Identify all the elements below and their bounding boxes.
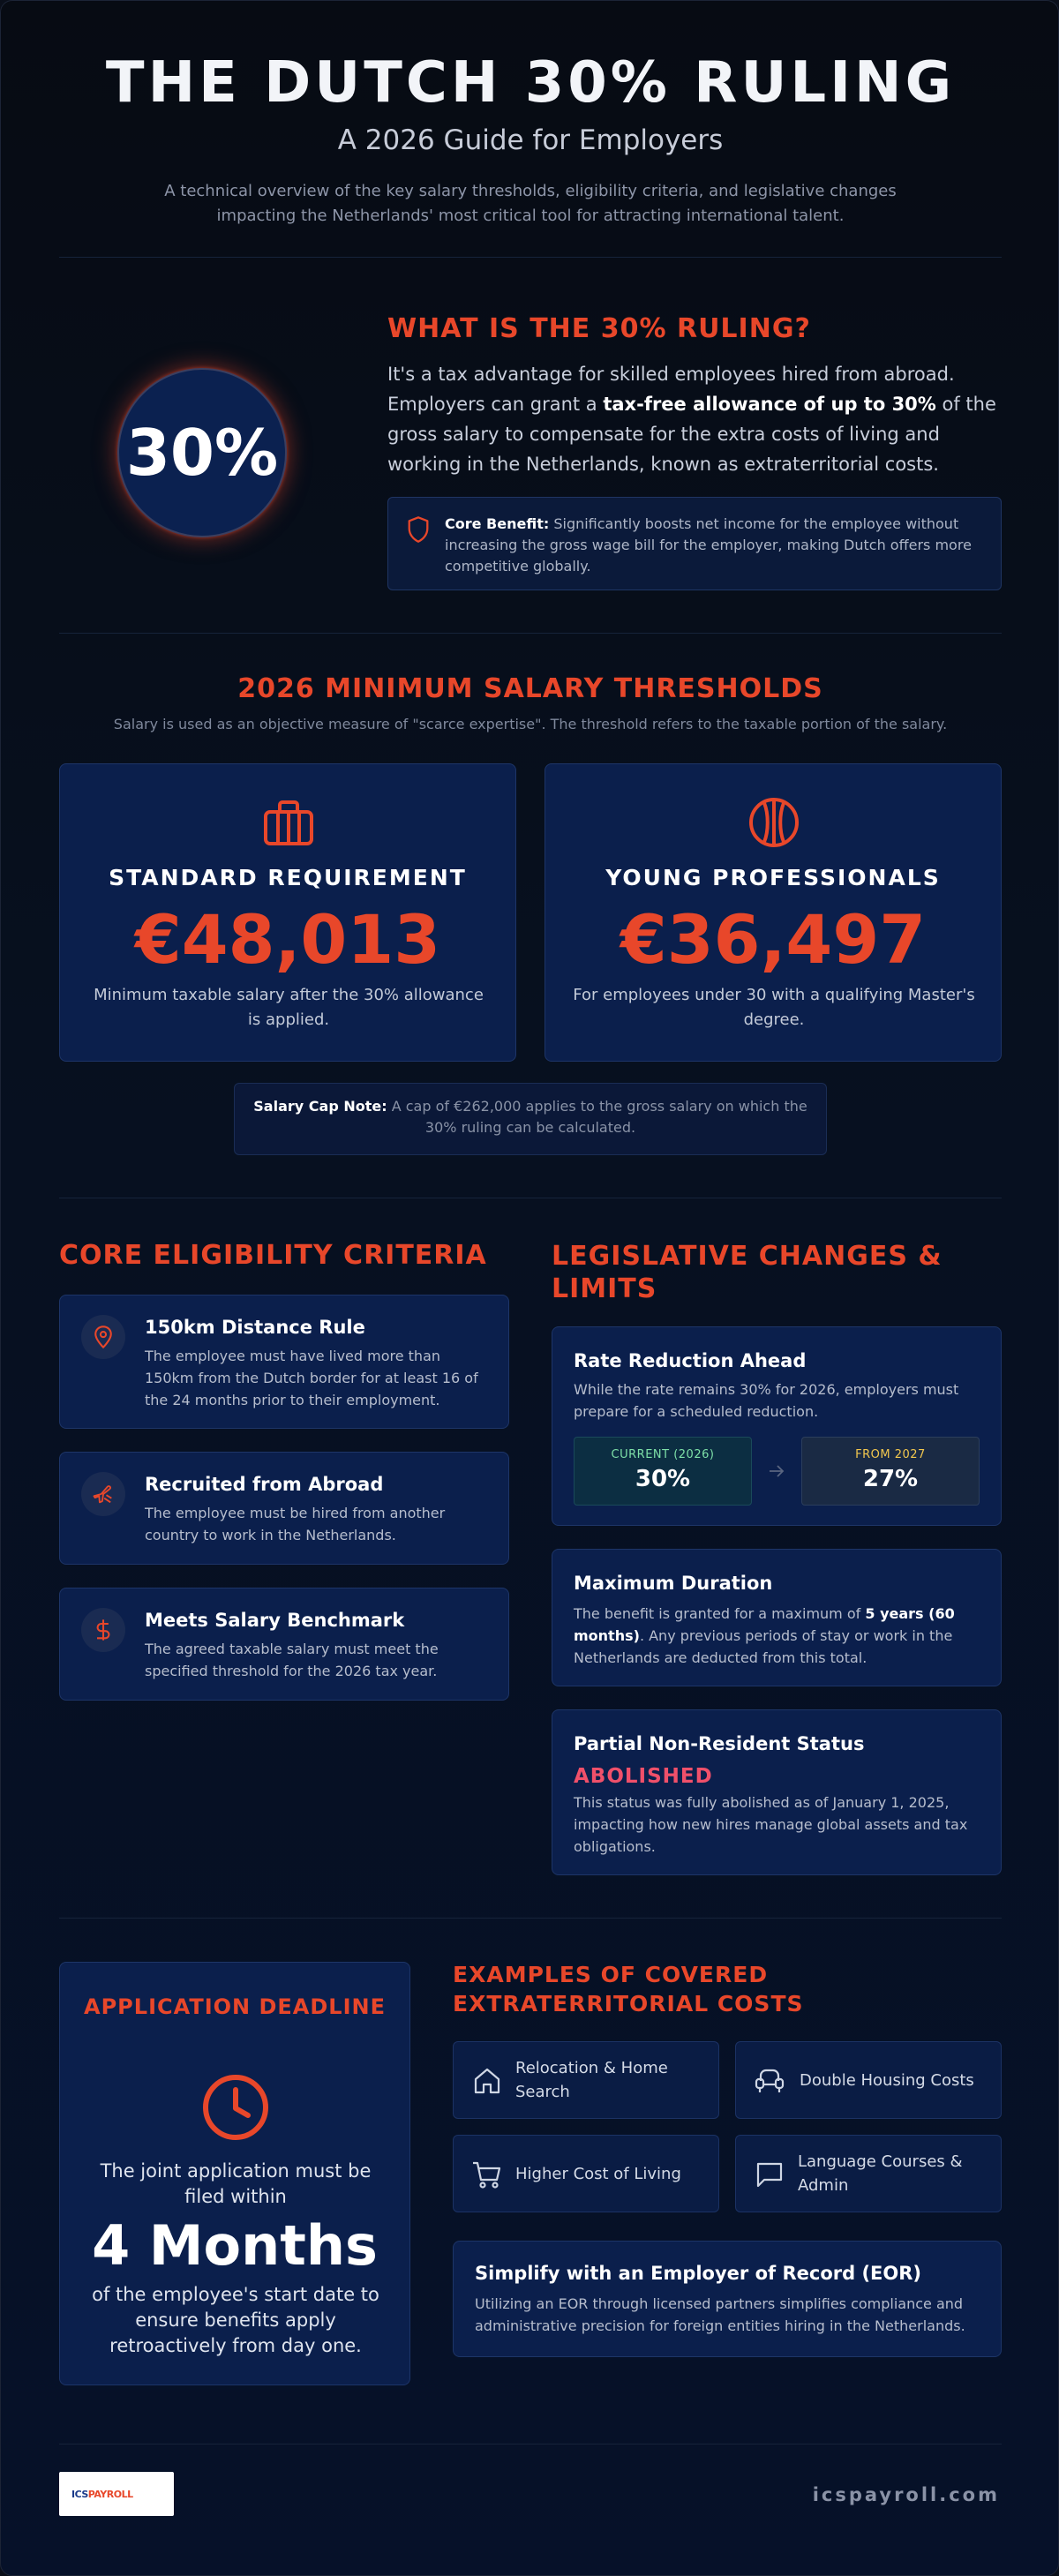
page-title: THE DUTCH 30% RULING <box>105 50 956 116</box>
salary-cap-note <box>234 1083 827 1155</box>
standard-description: Minimum taxable salary after the 30% allowance is applied. <box>94 986 484 1029</box>
what-highlight: tax-free allowance of up to 30% <box>603 394 936 415</box>
what-paragraph: It's a tax advantage for skilled employees hired from abroad. Employers can grant a tax-free allowance of up to 30% of the gross salary to compensate for the extra costs of living and working in the Netherlands, known as extraterritorial costs. <box>387 364 996 475</box>
website-link[interactable]: icspayroll.com <box>812 2484 1000 2505</box>
plane-icon <box>81 1472 125 1516</box>
divider <box>59 633 1002 634</box>
cost-item-cost-of-living <box>453 2135 719 2212</box>
criteria-recruited-card <box>59 1452 509 1565</box>
abolished-status: ABOLISHED <box>574 1765 713 1788</box>
criteria-distance-card <box>59 1295 509 1429</box>
cost-label: Relocation & Home Search <box>515 2059 668 2101</box>
duration-title: Maximum Duration <box>574 1573 773 1594</box>
current-rate-box <box>574 1437 752 1506</box>
graduation-icon <box>747 796 800 849</box>
duration-description: The benefit is granted for a maximum of 5 years (60 months). Any previous periods of stay or work in the Netherlands are deducted from this total. <box>574 1605 955 1666</box>
core-benefit-box <box>387 497 1002 590</box>
briefcase-icon <box>262 796 315 849</box>
partial-title: Partial Non-Resident Status <box>574 1733 865 1754</box>
rate-reduction-card <box>552 1326 1002 1526</box>
criteria-title: Meets Salary Benchmark <box>145 1610 405 1631</box>
page-subtitle: A 2026 Guide for Employers <box>337 124 724 156</box>
eor-title: Simplify with an Employer of Record (EOR) <box>475 2263 922 2284</box>
rate-description: While the rate remains 30% for 2026, employers must prepare for a scheduled reduction. <box>574 1381 959 1420</box>
criteria-description: The employee must have lived more than 150km from the Dutch border for at least 16 of the 24 months prior to their employment. <box>145 1348 478 1408</box>
cost-label: Higher Cost of Living <box>515 2165 681 2183</box>
home-icon <box>471 2065 503 2097</box>
standard-value: €48,013 <box>134 900 441 979</box>
future-rate-box <box>801 1437 980 1506</box>
cost-label: Double Housing Costs <box>800 2071 974 2090</box>
thresholds-heading: 2026 MINIMUM SALARY THRESHOLDS <box>237 673 823 704</box>
cost-label: Language Courses & Admin <box>798 2152 963 2195</box>
arrow-right-icon <box>768 1463 785 1479</box>
future-rate-label: FROM 2027 <box>855 1448 926 1461</box>
salary-cap-label: Salary Cap Note: <box>253 1098 387 1115</box>
criteria-title: 150km Distance Rule <box>145 1317 365 1338</box>
company-logo: ICS PAYROLL <box>59 2472 174 2516</box>
eor-description: Utilizing an EOR through licensed partners simplifies compliance and administrative precision for foreign entities hiring in the Netherlands. <box>475 2295 965 2334</box>
what-heading: WHAT IS THE 30% RULING? <box>387 313 811 344</box>
young-label: YOUNG PROFESSIONALS <box>605 865 941 890</box>
deadline-pre-text: The joint application must be filed within <box>100 2160 372 2207</box>
future-rate-value: 27% <box>862 1466 919 1492</box>
core-benefit-text: Significantly boosts net income for the employee without increasing the gross wage bill for the employer, making Dutch offers more competitive globally. <box>445 515 972 575</box>
chat-icon <box>754 2159 785 2190</box>
criteria-salary-card <box>59 1588 509 1701</box>
sofa-icon <box>754 2065 785 2097</box>
thresholds-subtitle: Salary is used as an objective measure of "scarce expertise". The threshold refers to the taxable portion of the salary. <box>113 716 948 732</box>
criteria-title: Recruited from Abroad <box>145 1474 384 1495</box>
cost-item-language <box>735 2135 1002 2212</box>
standard-label: STANDARD REQUIREMENT <box>109 865 467 890</box>
map-pin-icon <box>81 1315 125 1359</box>
standard-requirement-card <box>59 763 516 1062</box>
clock-icon <box>200 2072 271 2143</box>
cost-item-relocation <box>453 2041 719 2119</box>
core-benefit-label: Core Benefit: <box>445 515 550 532</box>
cart-icon <box>471 2159 503 2190</box>
deadline-heading: APPLICATION DEADLINE <box>84 1994 386 2019</box>
deadline-value: 4 Months <box>92 2213 378 2278</box>
thirty-percent-badge: 30% <box>117 368 287 537</box>
partial-non-resident-card <box>552 1709 1002 1875</box>
criteria-description: The employee must be hired from another country to work in the Netherlands. <box>145 1505 446 1543</box>
maximum-duration-card <box>552 1549 1002 1686</box>
criteria-description: The agreed taxable salary must meet the specified threshold for the 2026 tax year. <box>145 1641 439 1679</box>
salary-cap-text: A cap of €262,000 applies to the gross salary on which the 30% ruling can be calculated. <box>387 1098 807 1136</box>
divider <box>59 2444 1002 2445</box>
page-description: A technical overview of the key salary thresholds, eligibility criteria, and legislative changes impacting the Netherlands' most critical tool for attracting international talent. <box>164 182 897 225</box>
application-deadline-card <box>59 1962 410 2385</box>
shield-icon <box>406 515 431 544</box>
partial-description: This status was fully abolished as of January 1, 2025, impacting how new hires manage global assets and tax obligations. <box>574 1794 968 1855</box>
costs-heading: EXAMPLES OF COVERED EXTRATERRITORIAL COSTS <box>453 1962 804 2016</box>
young-description: For employees under 30 with a qualifying Master's degree. <box>573 986 975 1029</box>
eor-card <box>453 2241 1002 2357</box>
current-rate-value: 30% <box>635 1466 691 1492</box>
dollar-icon <box>81 1608 125 1652</box>
rate-title: Rate Reduction Ahead <box>574 1350 807 1371</box>
current-rate-label: CURRENT (2026) <box>611 1448 715 1461</box>
legislative-heading: LEGISLATIVE CHANGES & LIMITS <box>552 1241 943 1304</box>
divider <box>59 1918 1002 1919</box>
divider <box>59 257 1002 258</box>
cost-item-double-housing <box>735 2041 1002 2119</box>
eligibility-heading: CORE ELIGIBILITY CRITERIA <box>59 1240 487 1271</box>
deadline-post-text: of the employee's start date to ensure benefits apply retroactively from day one. <box>92 2284 379 2356</box>
young-professionals-card <box>545 763 1002 1062</box>
young-value: €36,497 <box>620 900 927 979</box>
